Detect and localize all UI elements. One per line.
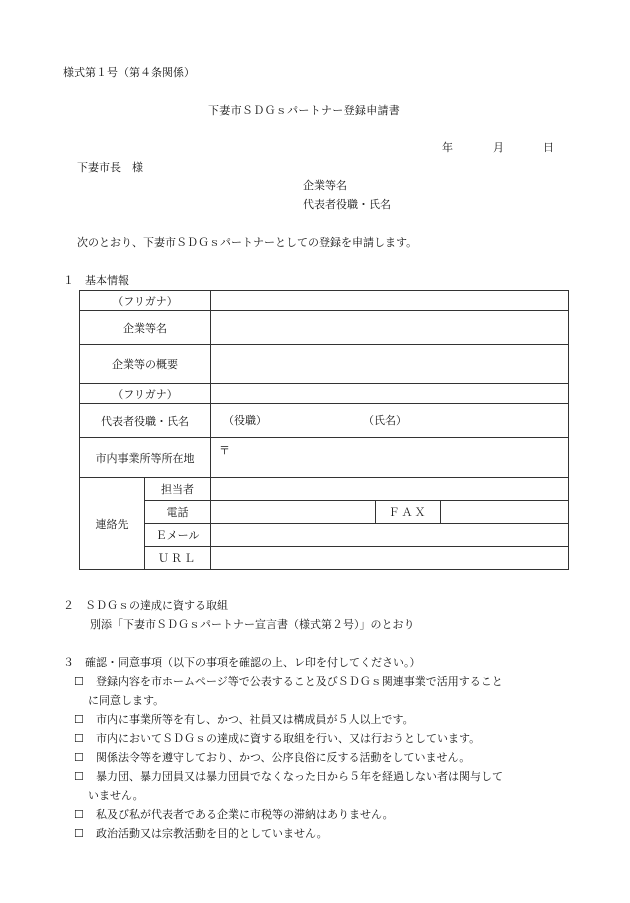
address-label: 市内事業所等所在地 (80, 438, 211, 478)
company-furigana-field[interactable] (211, 291, 569, 311)
fax-label: ＦＡＸ (376, 501, 441, 524)
postal-mark: 〒 (219, 444, 231, 457)
email-label: Ｅメール (145, 524, 211, 547)
check-item-text: 登録内容を市ホームページ等で公表すること及びＳＤＧｓ関連事業で活用すること (96, 675, 503, 688)
checkbox-item-6[interactable] (74, 809, 394, 820)
company-overview-field[interactable] (211, 345, 569, 384)
check-item-text-cont: いません。 (88, 789, 144, 802)
form-number: 様式第１号（第４条関係） (63, 66, 195, 79)
checkbox-icon[interactable]: ☐ (74, 751, 84, 764)
checkbox-icon[interactable]: ☐ (74, 732, 84, 745)
rep-furigana-field[interactable] (211, 384, 569, 404)
fax-field[interactable] (441, 501, 569, 524)
check-item-text: 関係法令等を遵守しており、かつ、公序良俗に反する活動をしていません。 (96, 751, 471, 764)
checkbox-icon[interactable]: ☐ (74, 808, 84, 821)
rep-title-label: （役職） (223, 414, 268, 427)
phone-field[interactable] (211, 501, 376, 524)
checkbox-icon[interactable]: ☐ (74, 713, 84, 726)
email-field[interactable] (211, 524, 569, 547)
date-day-label: 日 (543, 141, 554, 154)
checkbox-item-5[interactable] (74, 771, 503, 782)
check-item-text: 私及び私が代表者である企業に市税等の滞納はありません。 (96, 808, 394, 821)
section1-heading: １ 基本情報 (63, 274, 129, 287)
furigana-label: （フリガナ） (80, 291, 211, 311)
check-item-text: 暴力団、暴力団員又は暴力団員でなくなった日から５年を経過しない者は関与して (96, 770, 503, 783)
date-year-label: 年 (442, 141, 453, 154)
phone-label: 電話 (145, 501, 211, 524)
representative-label: 代表者役職・氏名 (303, 198, 391, 211)
checkbox-icon[interactable]: ☐ (74, 770, 84, 783)
check-item-text: 市内に事業所等を有し、かつ、社員又は構成員が５人以上です。 (96, 713, 414, 726)
check-item-text: 政治活動又は宗教活動を目的としていません。 (96, 827, 328, 840)
address-field[interactable] (211, 438, 569, 478)
contact-label: 連絡先 (80, 478, 145, 570)
person-in-charge-label: 担当者 (145, 478, 211, 501)
url-label: ＵＲＬ (145, 547, 211, 570)
checkbox-item-7[interactable] (74, 828, 328, 839)
basic-info-table (79, 290, 569, 570)
rep-furigana-label: （フリガナ） (80, 384, 211, 404)
check-item-text-cont: に同意します。 (88, 694, 165, 707)
checkbox-item-4[interactable] (74, 752, 470, 763)
form-title: 下妻市ＳＤＧｓパートナー登録申請書 (208, 104, 401, 117)
date-month-label: 月 (493, 141, 504, 154)
checkbox-item-2[interactable] (74, 714, 414, 725)
company-name-field[interactable] (211, 311, 569, 345)
section2-text: 別添「下妻市ＳＤＧｓパートナー宣言書（様式第２号）」のとおり (90, 618, 415, 631)
checkbox-icon[interactable]: ☐ (74, 675, 84, 688)
rep-name-label: （氏名） (363, 414, 408, 427)
checkbox-icon[interactable]: ☐ (74, 827, 84, 840)
representative-cell-label: 代表者役職・氏名 (80, 404, 211, 438)
company-overview-label: 企業等の概要 (80, 345, 211, 384)
company-name-cell-label: 企業等名 (80, 311, 211, 345)
person-in-charge-field[interactable] (211, 478, 569, 501)
representative-field[interactable] (211, 404, 569, 438)
intro-text: 次のとおり、下妻市ＳＤＧｓパートナーとしての登録を申請します。 (77, 236, 418, 249)
company-name-label: 企業等名 (303, 179, 347, 192)
section3-heading: ３ 確認・同意事項（以下の事項を確認の上、レ印を付してください。） (63, 656, 421, 669)
checkbox-item-1[interactable] (74, 676, 503, 687)
section2-heading: ２ ＳＤＧｓの達成に資する取組 (63, 599, 228, 612)
check-item-text: 市内においてＳＤＧｓの達成に資する取組を行い、又は行おうとしています。 (96, 732, 481, 745)
addressee: 下妻市長 様 (77, 161, 143, 174)
url-field[interactable] (211, 547, 569, 570)
checkbox-item-3[interactable] (74, 733, 480, 744)
